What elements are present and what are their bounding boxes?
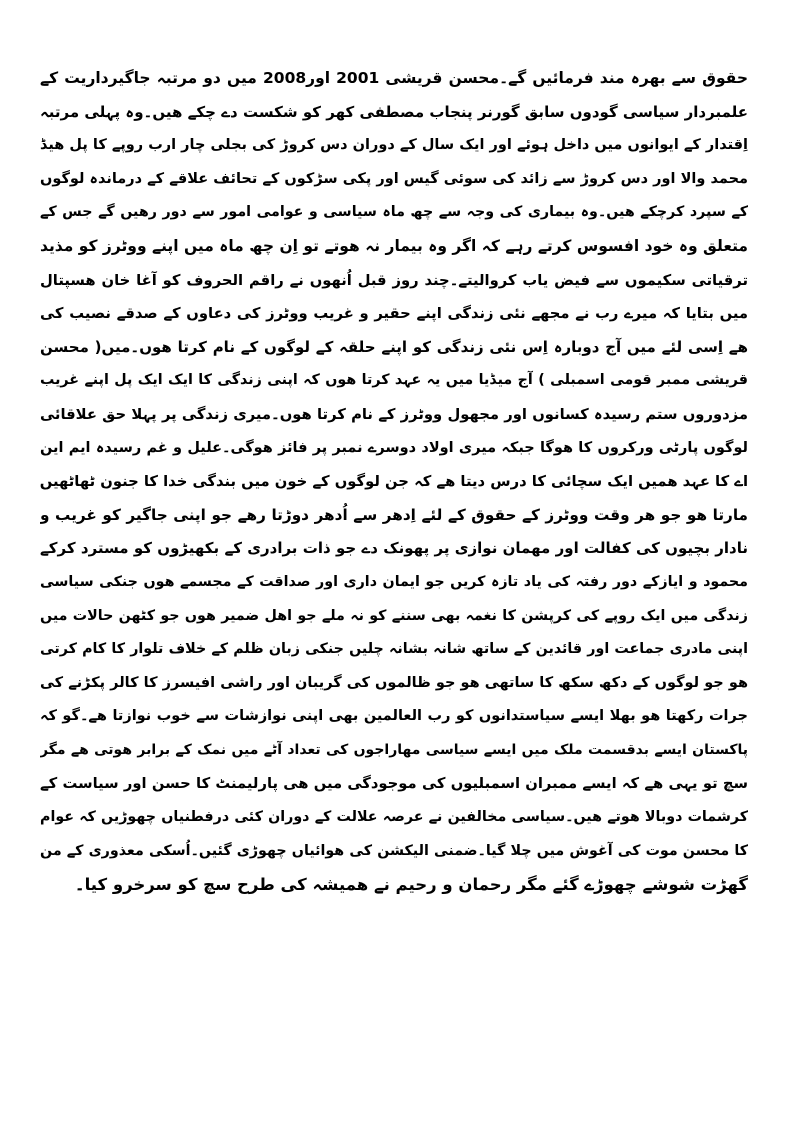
text-line: سچ تو یہی ھے کہ ایسے ممبران اسمبلیوں کی موجودگی میں ھی پارلیمنٹ کا حسن اور سیاست کے bbox=[40, 775, 748, 793]
text-line: مارتا ھو جو ھر وقت ووٹرز کے حقوق کے لئے اِدھر سے اُدھر دوڑتا رھے جو اپنی جاگیر کو غریب و bbox=[40, 505, 748, 524]
text-line: محمود و ایازکے دور رفتہ کی یاد تازہ کریں جو ایمان داری اور صداقت کے مجسمے ھوں جنکی سیاسی bbox=[40, 573, 748, 590]
text-line: کا محسن موت کی آغوش میں چلا گیا۔ضمنی الیکشن کی ھوائیاں چھوڑی گئیں۔اُسکی معذوری کے من bbox=[40, 842, 748, 859]
text-line: قریشی ممبر قومی اسمبلی ) آج میڈیا میں یہ عہد کرتا ھوں کہ اپنی زندگی کا ایک ایک پل اپنے غریب bbox=[40, 372, 748, 389]
text-line: میں بتایا کہ میرے رب نے مجھے نئی زندگی اپنے حقیر و غریب ووٹرز کی دعاوں کے صدقے نصیب کی bbox=[40, 305, 748, 323]
text-line: مزدوروں ستم رسیدہ کسانوں اور مجھول ووٹرز کے نام کرتا ھوں۔میری زندگی پر پہلا حق علاقائی bbox=[40, 405, 748, 423]
text-line: ھے اِسی لئے میں آج دوبارہ اِس نئی زندگی کو اپنے حلقہ کے لوگوں کے نام کرتا ھوں۔میں( محسن bbox=[40, 337, 748, 356]
text-line: اے کا عہد ھمیں ایک سچائی کا درس دیتا ھے کہ جن لوگوں کے خون میں بندگی خدا کا جنون ٹھاٹھیں bbox=[40, 473, 748, 491]
text-line: ترقیاتی سکیموں سے فیض یاب کروالیتے۔چند روز قبل اُنھوں نے راقم الحروف کو آغا خان ھسپتال bbox=[40, 271, 748, 289]
text-line: گھڑت شوشے چھوڑے گئے مگر رحمان و رحیم نے ھمیشہ کی طرح سچ کو سرخرو کیا۔ bbox=[74, 875, 748, 895]
article-text bbox=[40, 62, 748, 902]
text-line: کے سپرد کرچکے ھیں۔وہ بیماری کی وجہ سے چھ ماہ سیاسی و عوامی امور سے دور رھیں گے جس کے bbox=[40, 204, 748, 221]
text-line: اپنی مادری جماعت اور قائدین کے ساتھ شانہ بشانہ چلیں جنکی زبان ظلم کے خلاف تلوار کا کام کرتی bbox=[40, 641, 748, 658]
text-line: پاکستان ایسے بدقسمت ملک میں ایسے سیاسی مھاراجوں کی تعداد آٹے میں نمک کے برابر ھوتی ھے مگر bbox=[40, 741, 748, 758]
text-line: نادار بچیوں کی کفالت اور مھمان نوازی پر پھونک دے جو ذات برادری کے بکھیڑوں کو مسترد کرکے bbox=[40, 539, 748, 558]
text-line: ھو جو لوگوں کے دکھ سکھ کا ساتھی ھو جو ظالموں کی گریبان اور راشی افیسرز کا کالر پکڑنے کی bbox=[40, 674, 748, 691]
text-line: اِقتدار کے ایوانوں میں داخل ہوئے اور ایک سال کے دوران دس کروڑ کی بجلی چار ارب روپے کا پل ھیڈ bbox=[40, 137, 748, 154]
text-line: زندگی میں ایک روپے کی کرپشن کا نغمہ بھی سننے کو نہ ملے جو اھل ضمیر ھوں جو کٹھن حالات میں bbox=[40, 607, 748, 624]
text-line: کرشمات دوبالا ھوتے ھیں۔سیاسی مخالفین نے عرصہ علالت کے دوران کئی درفطنیاں چھوڑیں کہ عوام bbox=[40, 809, 748, 826]
text-line: لوگوں پارٹی ورکروں کا ھوگا جبکہ میری اولاد دوسرے نمبر پر فائز ھوگی۔علیل و غم رسیدہ ایم این bbox=[40, 439, 748, 456]
text-line: حقوق سے بھرہ مند فرمائیں گے۔محسن قریشی 2001 اور2008 میں دو مرتبہ جاگیرداریت کے bbox=[40, 69, 748, 87]
text-line: علمبردار سیاسی گودوں سابق گورنر پنجاب مصطفی کھر کو شکست دے چکے ھیں۔وہ پہلی مرتبہ bbox=[40, 102, 748, 121]
text-line: متعلق وہ خود افسوس کرتے رہے کہ اگر وہ بیمار نہ ھوتے تو اِن چھ ماہ میں اپنے ووٹرز کو مذید bbox=[40, 236, 748, 255]
text-line: جرات رکھتا ھو بھلا ایسے سیاستدانوں کو رب العالمین بھی اپنی نوازشات سے خوب نوازتا ھے۔گو کہ bbox=[40, 708, 748, 725]
text-line: محمد والا اور دس کروڑ سے زائد کی سوئی گیس اور پکی سڑکوں کے تحائف علاقے کے درماندہ لوگوں bbox=[40, 170, 748, 187]
